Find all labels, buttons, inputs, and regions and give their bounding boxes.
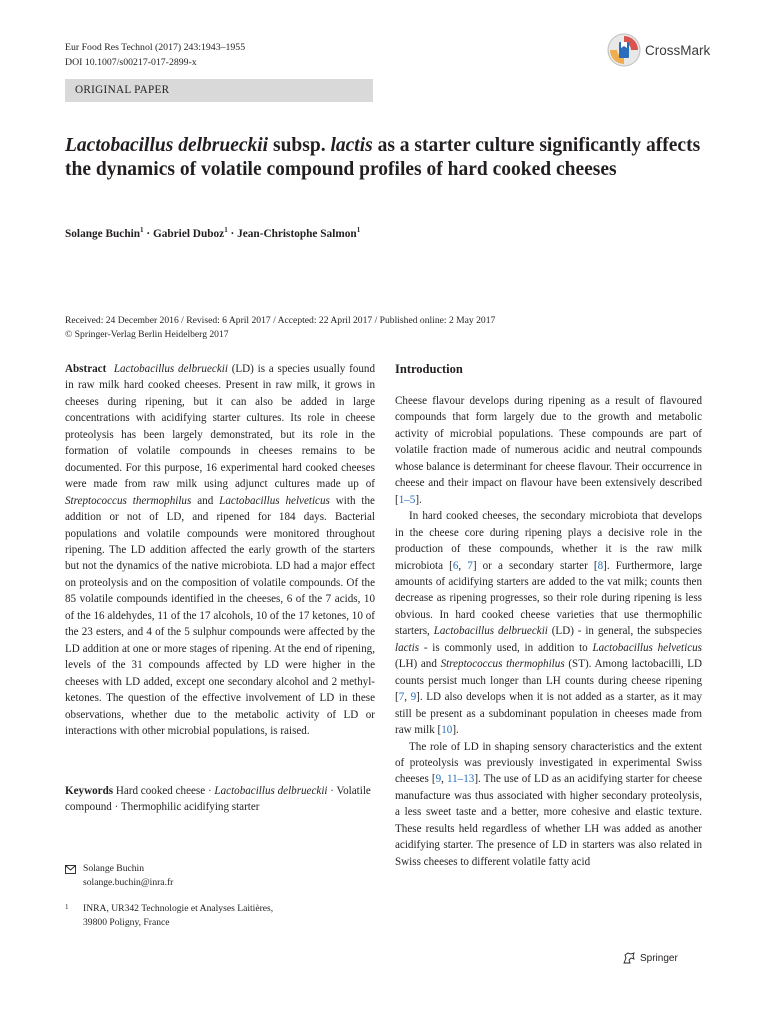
abstract xyxy=(65,361,375,739)
keywords-text: · Volatile compound · Thermophilic acidifying starter xyxy=(65,785,371,814)
citation-link[interactable]: 6 xyxy=(452,559,459,572)
abstract-label: Abstract xyxy=(65,363,107,375)
text: (LH) and xyxy=(395,658,441,671)
author-affiliation: 1 xyxy=(140,226,144,234)
crossmark-icon xyxy=(607,33,641,67)
contact-email[interactable]: solange.buchin@inra.fr xyxy=(83,877,174,888)
citation-link[interactable]: 8 xyxy=(597,559,604,572)
keywords-label: Keywords xyxy=(65,785,114,797)
text: ]. xyxy=(452,724,459,737)
author-list: Solange Buchin$^1$ · Gabriel Duboz$^1$ · Jean-Christophe Salmon$^1$ xyxy=(65,226,361,240)
abstract-text: with the addition or not of LD, and ripened for 184 days. Bacterial populations and volatile compounds were monitored throughout ripening. The LD addition affected the early growth of the starters but not the dynamics of the native microbiota. LD had a major effect on proteolysis and on the composition of volatile compounds. Of the 85 volatile compounds identified in the cheeses, 6 of the 7 acids, 10 of the 16 aldehydes, 11 of the 17 alcohols, 10 of the 17 ketones, 10 of the 23 esters, and 4 of the 5 sulphur compounds were affected by the LD addition at one or more stages of ripening. At the end of ripening, levels of the 31 compounds affected by LD were higher in the cheeses with LD added, except one secondary alcohol and 2 methyl-ketones. The question of the effective involvement of LD in these observations, whether due to the metabolic activity of LD or interactions with other microbial populations, is raised. xyxy=(65,494,375,737)
author-name[interactable]: Solange Buchin xyxy=(65,227,141,240)
keywords-text: Hard cooked cheese · xyxy=(113,785,215,797)
citation-link[interactable]: 7 xyxy=(398,691,405,704)
keywords-italic: Lactobacillus delbrueckii xyxy=(214,785,328,797)
author-affiliation: 1 xyxy=(356,226,361,234)
paragraph: In hard cooked cheeses, the secondary microbiota that develops in the cheese core during ripening plays a decisive role in the production of these compounds, whether it is the raw milk microbiota [6, 7] or a secondary starter [8]. Furthermore, large amounts of acidifying starters are added to the vat milk; counts then decrease as ripening progresses, so their role during ripening is less obvious. In hard cooked cheese varieties that use thermophilic starters, Lactobacillus delbrueckii (LD) - in general, the subspecies lactis - is commonly used, in addition to Lactobacillus helveticus (LH) and Streptococcus thermophilus (ST). Among lactobacilli, LD counts persist much longer than LH counts during cheese ripening [7, 9]. LD also develops when it is not added as a starter, as it may still be present as a subdominant population in cheeses made from raw milk [10]. xyxy=(395,510,702,737)
paragraph: The role of LD in shaping sensory characteristics and the extent of proteolysis was previously investigated in experimental Swiss cheeses [9, 11–13]. The use of LD as an acidifying starter for cheese manufacture was thus associated with higher secondary proteolysis, a less sweet taste and a better, more cohesive and elastic texture. These results held regardless of whether LH was added as another acidifying starter. The presence of LD in starters was also related in Swiss cheeses to different volatile fatty acid xyxy=(395,740,703,868)
article-title xyxy=(65,134,705,182)
text: Cheese flavour develops during ripening as a result of flavoured compounds that form largely due to the growth and metabolic activity of microbial populations. These compounds are part of volatile fraction made of numerous acidic and neutral compounds whose balance is determinant for cheese flavour. Their occurrence in cheese and their impact on flavour have been extensively described [ xyxy=(395,395,702,506)
doi[interactable]: DOI 10.1007/s00217-017-2899-x xyxy=(65,57,197,68)
citation-link[interactable]: 7 xyxy=(467,559,473,572)
text: ] or a secondary starter [ xyxy=(472,559,598,572)
citation-link[interactable]: 9 xyxy=(435,773,442,786)
text: The role of LD in shaping sensory characteristics and the extent of proteolysis was previously investigated in experimental Swiss cheeses [ xyxy=(395,740,702,786)
title-genus: Lactobacillus delbrueckii xyxy=(65,135,269,156)
paper-type-banner: ORIGINAL PAPER xyxy=(65,79,373,102)
text: ]. The use of LD as an acidifying starter for cheese manufacture was thus associated with higher secondary proteolysis, a less sweet taste and a better, more cohesive and elastic texture. These results held regardless of whether LH was added as another acidifying starter. The presence of LD in starters was also related in Swiss cheeses to different volatile fatty acid xyxy=(395,773,703,868)
text: - is commonly used, in addition to xyxy=(419,641,593,654)
title-subspecies: lactis xyxy=(330,135,373,156)
text: (LD) - in general, the subspecies xyxy=(547,625,702,638)
journal-header xyxy=(65,40,245,70)
crossmark-badge[interactable] xyxy=(607,31,727,69)
author-affiliation: 1 xyxy=(224,226,228,234)
publication-dates xyxy=(65,314,495,342)
species-name: Lactobacillus delbrueckii xyxy=(113,363,228,375)
crossmark-label: CrossMark xyxy=(645,42,711,58)
author-name[interactable]: Gabriel Duboz xyxy=(152,227,225,240)
species-name: Lactobacillus helveticus xyxy=(219,494,330,507)
species-name: Streptococcus thermophilus xyxy=(440,658,565,671)
email-icon xyxy=(65,865,76,874)
title-text-1: subsp. xyxy=(268,135,331,156)
text: ]. Furthermore, large amounts of acidifying starters are added to the vat milk; counts then decrease as ripening progresses, so their role during ripening is less obvious. In hard cooked cheese varieties that use thermophilic starters, xyxy=(395,559,702,638)
paragraph xyxy=(395,393,702,508)
title-text-2: as a starter culture significantly affects the dynamics of volatile compound profiles of hard cooked cheeses xyxy=(65,135,701,180)
citation-link[interactable]: 11–13 xyxy=(447,773,475,786)
keywords xyxy=(65,783,375,816)
species-name: Lactobacillus helveticus xyxy=(592,641,702,654)
citation-link[interactable]: 1–5 xyxy=(398,493,416,506)
introduction-body xyxy=(395,393,702,870)
species-name: Lactobacillus delbrueckii xyxy=(433,625,548,638)
affiliation-line: INRA, UR342 Technologie et Analyses Laitières, xyxy=(83,903,274,914)
text: ]. xyxy=(415,493,422,506)
contact-name: Solange Buchin xyxy=(83,863,145,874)
publisher-name: Springer xyxy=(640,952,678,964)
text: ]. LD also develops when it is not added as a starter, as it may still be present as a subdominant population in cheeses made from raw milk [ xyxy=(395,691,702,737)
text: In hard cooked cheeses, the secondary microbiota that develops in the cheese core during ripening plays a decisive role in the production of these compounds, whether it is the raw milk microbiota [ xyxy=(395,510,702,572)
publisher-footer xyxy=(622,952,678,964)
abstract-text: (LD) is a species usually found in raw milk hard cooked cheeses. Present in raw milk, it grows in cheeses during ripening, but it can also be added in large concentrations with acidifying starter cultures. Its role in cheese proteolysis has been largely demonstrated, but its role in the formation of volatile compounds in cheeses remains to be documented. For this purpose, 16 experimental hard cooked cheeses were made from raw milk using adjunct cultures made up of xyxy=(65,363,376,491)
section-heading-introduction: Introduction xyxy=(395,362,463,376)
abstract-text: and xyxy=(191,494,220,507)
copyright-line: © Springer-Verlag Berlin Heidelberg 2017 xyxy=(65,329,229,340)
affiliation-number: 1 xyxy=(65,903,69,911)
citation-link[interactable]: 10 xyxy=(441,724,453,737)
history-line: Received: 24 December 2016 / Revised: 6 April 2017 / Accepted: 22 April 2017 / Published online: 2 May 2017 xyxy=(65,315,496,326)
affiliation-line: 39800 Poligny, France xyxy=(83,917,170,928)
springer-horse-icon xyxy=(622,952,636,964)
journal-citation: Eur Food Res Technol (2017) 243:1943–1955 xyxy=(65,42,246,53)
author-name[interactable]: Jean-Christophe Salmon xyxy=(237,227,357,240)
citation-link[interactable]: 9 xyxy=(410,691,417,704)
text: (ST). Among lactobacilli, LD counts persist much longer than LH counts during cheese ripening [ xyxy=(395,658,702,704)
species-name: lactis xyxy=(395,641,420,654)
species-name: Streptococcus thermophilus xyxy=(65,494,192,507)
